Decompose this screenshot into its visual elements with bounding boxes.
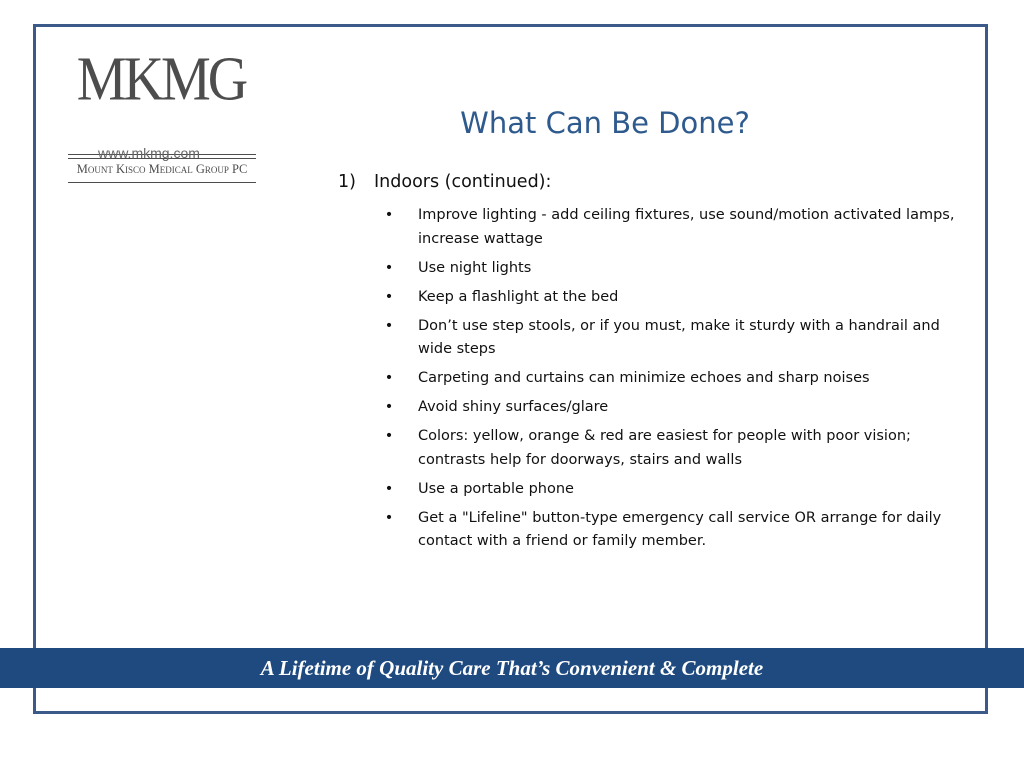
bullet-item bbox=[384, 396, 964, 420]
footer-banner bbox=[0, 648, 1024, 688]
bullet-item bbox=[384, 204, 964, 251]
bullet-item bbox=[384, 286, 964, 310]
bullet-item bbox=[384, 507, 964, 554]
bullet-icon: • bbox=[384, 317, 394, 334]
bullet-text: Colors: yellow, orange & red are easiest for people with poor vision; contrasts help for doorways, stairs and walls bbox=[418, 428, 911, 468]
bullet-icon: • bbox=[384, 207, 394, 223]
bullet-item bbox=[384, 315, 964, 362]
bullet-item bbox=[384, 478, 964, 502]
bullet-text: Keep a flashlight at the bed bbox=[418, 288, 619, 305]
bullet-text: Avoid shiny surfaces/glare bbox=[418, 399, 609, 415]
section-label: Indoors (continued): bbox=[374, 172, 552, 192]
bullet-item bbox=[384, 257, 964, 281]
bullet-text: Get a "Lifeline" button-type emergency call service OR arrange for daily contact with a friend or family member. bbox=[418, 509, 942, 549]
section-number: 1) bbox=[338, 172, 356, 192]
bullet-text: Improve lighting - add ceiling fixtures, use sound/motion activated lamps, increase wattage bbox=[418, 207, 955, 247]
logo-rule-bottom bbox=[68, 182, 256, 183]
bullet-icon: • bbox=[384, 480, 394, 497]
bullet-list bbox=[384, 204, 964, 559]
bullet-icon: • bbox=[384, 399, 394, 415]
bullet-text: Use a portable phone bbox=[418, 480, 574, 497]
bullet-text: Carpeting and curtains can minimize echoes and sharp noises bbox=[418, 370, 870, 386]
slide-title: What Can Be Done? bbox=[460, 106, 750, 140]
logo-subtitle: Mount Kisco Medical Group PC bbox=[76, 162, 248, 176]
bullet-item bbox=[384, 367, 964, 391]
bullet-icon: • bbox=[384, 259, 394, 276]
logo-wordmark: MKMG bbox=[76, 44, 246, 115]
bullet-text: Use night lights bbox=[418, 259, 532, 276]
bullet-icon: • bbox=[384, 288, 394, 305]
section-heading bbox=[338, 172, 551, 192]
footer-tagline: A Lifetime of Quality Care That’s Convenient & Complete bbox=[260, 656, 764, 680]
logo-url: www.mkmg.com bbox=[98, 145, 200, 161]
bullet-item bbox=[384, 425, 964, 472]
bullet-icon: • bbox=[384, 509, 394, 526]
bullet-icon: • bbox=[384, 428, 394, 444]
bullet-text: Don’t use step stools, or if you must, make it sturdy with a handrail and wide steps bbox=[418, 317, 940, 357]
bullet-icon: • bbox=[384, 370, 394, 386]
